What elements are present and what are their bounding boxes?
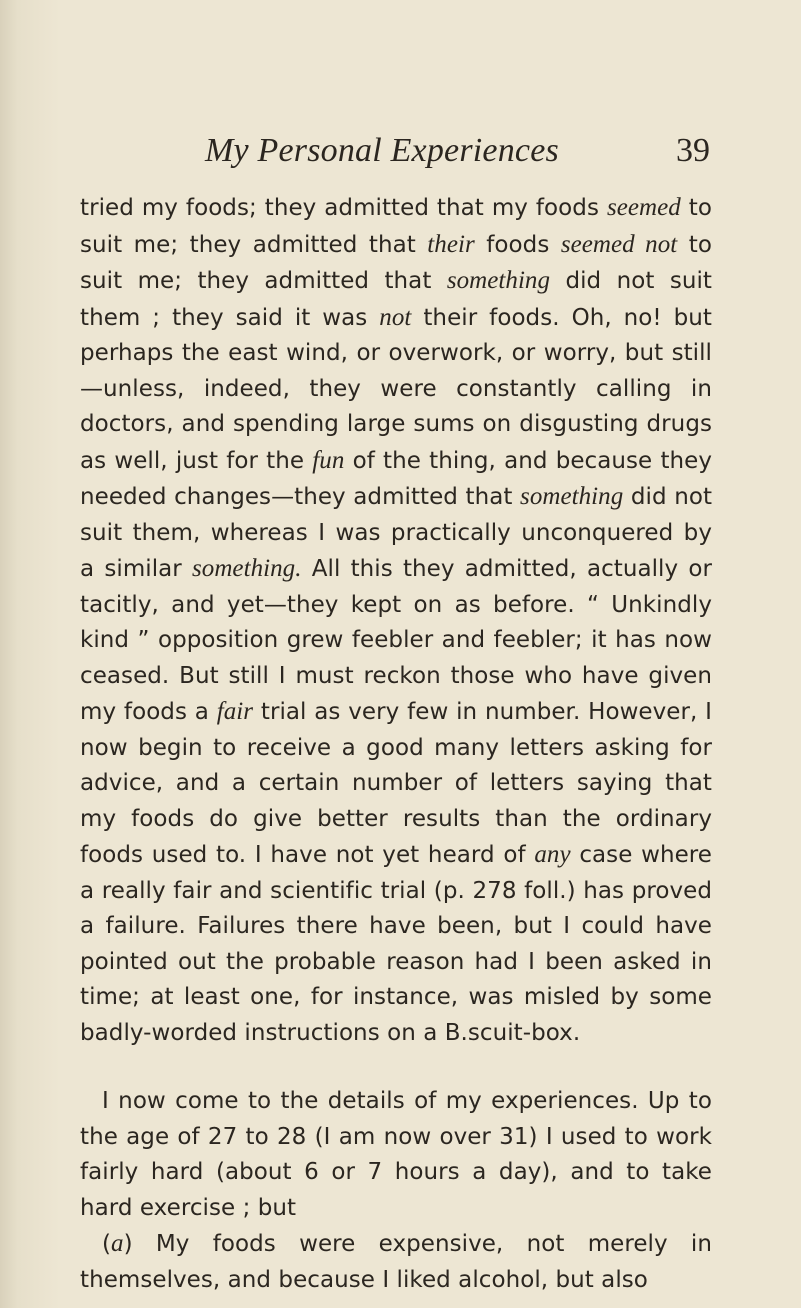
text-run: to suit me; they admitted that: [80, 195, 712, 258]
text-run: All this they admitted, actually or tacitly, and yet—they kept on as before. “ Unkindly kind ” opposition grew feebler and feebler; it has now ceased. But still I must reckon those who have given my foods a: [80, 556, 712, 725]
italic-run: fun: [312, 446, 345, 474]
paragraph-1: [80, 190, 712, 1051]
italic-run: not: [379, 303, 412, 331]
paragraph-3: [80, 1226, 712, 1298]
text-run: foods: [474, 231, 561, 258]
text-run: case where a really fair and scientific trial (p. 278 foll.) has proved a failure. Failures there have been, but I could have pointed out the probable reason had I been asked in time; at least one, for instance, was misled by some badly-worded instructions on a B.scuit-box.: [80, 842, 712, 1046]
body-text: [80, 190, 712, 1298]
italic-run: something: [446, 267, 551, 294]
italic-run: seemed: [606, 194, 681, 221]
running-head: [205, 132, 710, 176]
text-run: their foods. Oh, no! but perhaps the east wind, or overwork, or worry, but still—unless, indeed, they were constantly calling in doctors, and spending large sums on disgusting drugs as well, just for the: [80, 304, 712, 474]
text-run: of the thing, and because they needed changes—they admitted that: [80, 447, 712, 510]
italic-run: seemed not: [560, 230, 678, 258]
text-run: to suit me; they admitted that: [80, 231, 712, 294]
text-run: tried my foods; they admitted that my foods: [80, 195, 607, 221]
paragraph-2: [80, 1084, 712, 1226]
page-number: 39: [676, 132, 710, 169]
italic-run: something: [520, 483, 624, 510]
italic-run: any: [534, 841, 571, 868]
list-marker: a: [111, 1230, 124, 1257]
text-run: (: [102, 1231, 112, 1257]
italic-run: their: [427, 230, 475, 258]
text-run: did not suit them ; they said it was: [80, 268, 712, 331]
text-run: did not suit them, whereas I was practically unconquered by a similar: [80, 484, 713, 582]
text-run: My foods were expensive, not merely in themselves, and because I liked alcohol, but also: [80, 1231, 712, 1293]
text-run: I now come to the details of my experiences. Up to the age of 27 to 28 (I am now over 31) I used to work fairly hard (about 6 or 7 hours a day), and to take hard exercise ; but: [80, 1088, 712, 1221]
text-run: ): [123, 1231, 133, 1257]
running-title: My Personal Experiences: [205, 132, 559, 169]
italic-run: something.: [192, 555, 302, 582]
italic-run: fair: [216, 698, 254, 725]
text-run: trial as very few in number. However, I now begin to receive a good many letters asking for advice, and a certain number of letters saying that my foods do give better results than the ordinary foods used to. I have not yet heard of: [80, 699, 712, 868]
